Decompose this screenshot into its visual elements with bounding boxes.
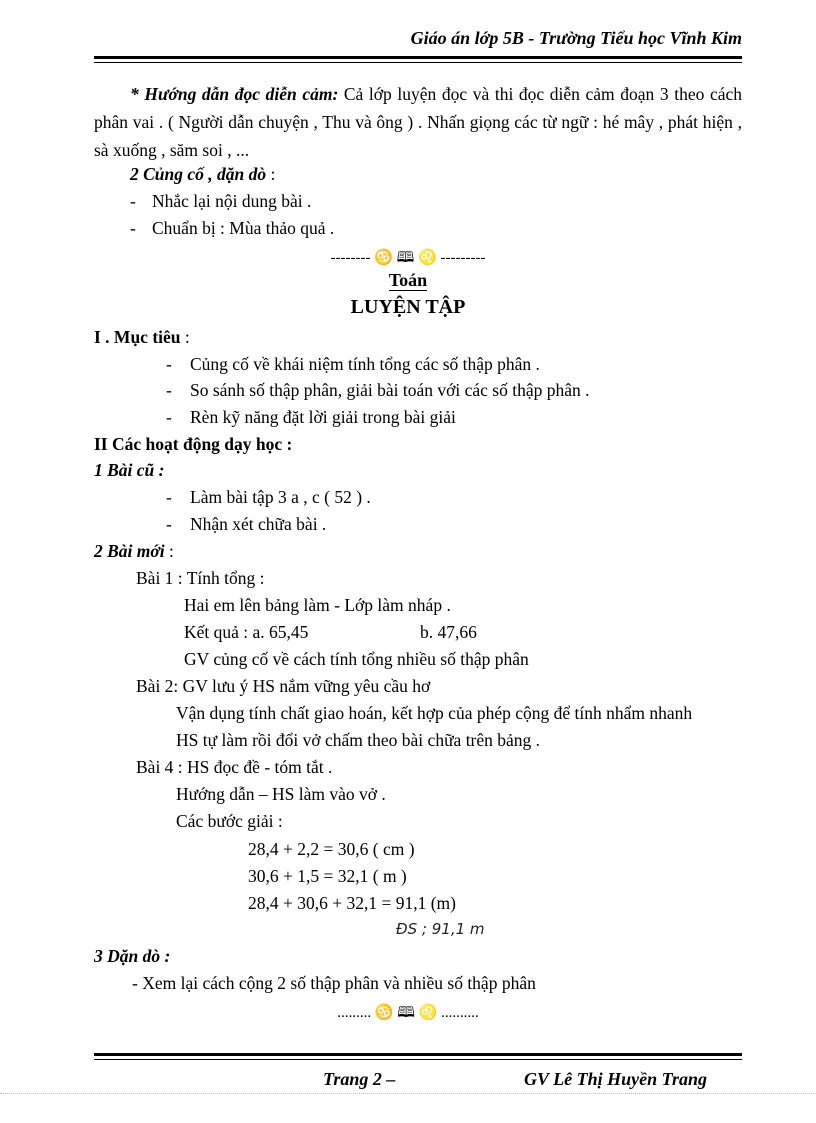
old-lesson-bullet: - (166, 514, 172, 534)
page-number: Trang 2 – (323, 1069, 396, 1089)
consolidation-item: - (130, 218, 136, 238)
exercise-1-result-b: b. 47,66 (420, 622, 477, 642)
objective-item: Rèn kỹ năng đặt lời giải trong bài giải (190, 407, 456, 427)
new-lesson-heading: 2 Bài mới : (94, 541, 174, 561)
old-lesson-item: Làm bài tập 3 a , c ( 52 ) . (190, 487, 371, 507)
solution-step: 30,6 + 1,5 = 32,1 ( m ) (248, 866, 407, 886)
objective-bullet: - (166, 380, 172, 400)
objectives-heading: I . Mục tiêu : (94, 327, 190, 347)
teacher-name: GV Lê Thị Huyền Trang (524, 1069, 708, 1089)
objective-item: So sánh số thập phân, giải bài toán với các số thập phân . (190, 380, 590, 400)
reading-guidance-paragraph (94, 80, 742, 164)
section-separator: -------- ♋ 🕮 ♌ --------- (330, 250, 486, 266)
page-bottom-border (0, 1093, 816, 1094)
exercise-2-line: Vận dụng tính chất giao hoán, kết hợp của phép cộng để tính nhẩm nhanh (176, 703, 693, 723)
lesson-title: LUYỆN TẬP (350, 296, 466, 318)
exercise-4-title: Bài 4 : HS đọc đề - tóm tắt . (136, 757, 333, 777)
activities-heading: II Các hoạt động dạy học : (94, 434, 293, 454)
consolidation-item-text: Nhắc lại nội dung bài . (152, 191, 312, 211)
exercise-4-line: Các bước giải : (176, 811, 283, 831)
exercise-1-line: GV củng cố về cách tính tổng nhiều số thập phân (184, 649, 529, 669)
reading-guidance-label: * Hướng dẫn đọc diễn cảm: (130, 84, 339, 104)
exercise-2-title: Bài 2: GV lưu ý HS nắm vững yêu cầu hơ (136, 676, 431, 696)
header-rule-thin (94, 62, 742, 63)
solution-step: 28,4 + 30,6 + 32,1 = 91,1 (m) (248, 893, 457, 913)
header-rule-thick (94, 56, 742, 59)
consolidation-item: - (130, 191, 136, 211)
objective-bullet: - (166, 354, 172, 374)
lesson-subject: Toán (388, 270, 428, 290)
objective-bullet: - (166, 407, 172, 427)
footer-rule-thick (94, 1053, 742, 1056)
exercise-1-line: Hai em lên bảng làm - Lớp làm nháp . (184, 595, 451, 615)
old-lesson-heading: 1 Bài cũ : (94, 460, 165, 480)
old-lesson-item: Nhận xét chữa bài . (190, 514, 327, 534)
old-lesson-bullet: - (166, 487, 172, 507)
footer-rule-thin (94, 1059, 742, 1060)
exercise-1-result: Kết quả : a. 65,45 (184, 622, 309, 642)
homework-heading: 3 Dặn dò : (94, 946, 171, 966)
consolidation-item-text: Chuẩn bị : Mùa thảo quả . (152, 218, 335, 238)
exercise-4-line: Hướng dẫn – HS làm vào vở . (176, 784, 386, 804)
objective-item: Củng cố về khái niệm tính tổng các số thập phân . (190, 354, 540, 374)
exercise-2-line: HS tự làm rồi đổi vở chấm theo bài chữa trên bảng . (176, 730, 541, 750)
exercise-1-title: Bài 1 : Tính tổng : (136, 568, 265, 588)
reading-guidance-text: Cả lớp luyện đọc và thi đọc diễn cảm đoạn 3 theo cách phân vai . ( Người dẫn chuyện , Thu và ông ) . Nhấn giọng các từ ngữ : hé mây , phát hiện , sà xuống , săm soi , ... (94, 84, 742, 160)
consolidation-heading: 2 Củng cố , dặn dò : (130, 164, 276, 184)
solution-step: 28,4 + 2,2 = 30,6 ( cm ) (248, 839, 415, 859)
final-answer: ĐS ; 91,1 m (396, 920, 485, 938)
document-header: Giáo án lớp 5B - Trường Tiểu học Vĩnh Kim (410, 28, 742, 48)
homework-item: - Xem lại cách cộng 2 số thập phân và nhiều số thập phân (132, 973, 536, 993)
section-separator: ......... ♋ 🕮 ♌ .......... (337, 1005, 479, 1021)
